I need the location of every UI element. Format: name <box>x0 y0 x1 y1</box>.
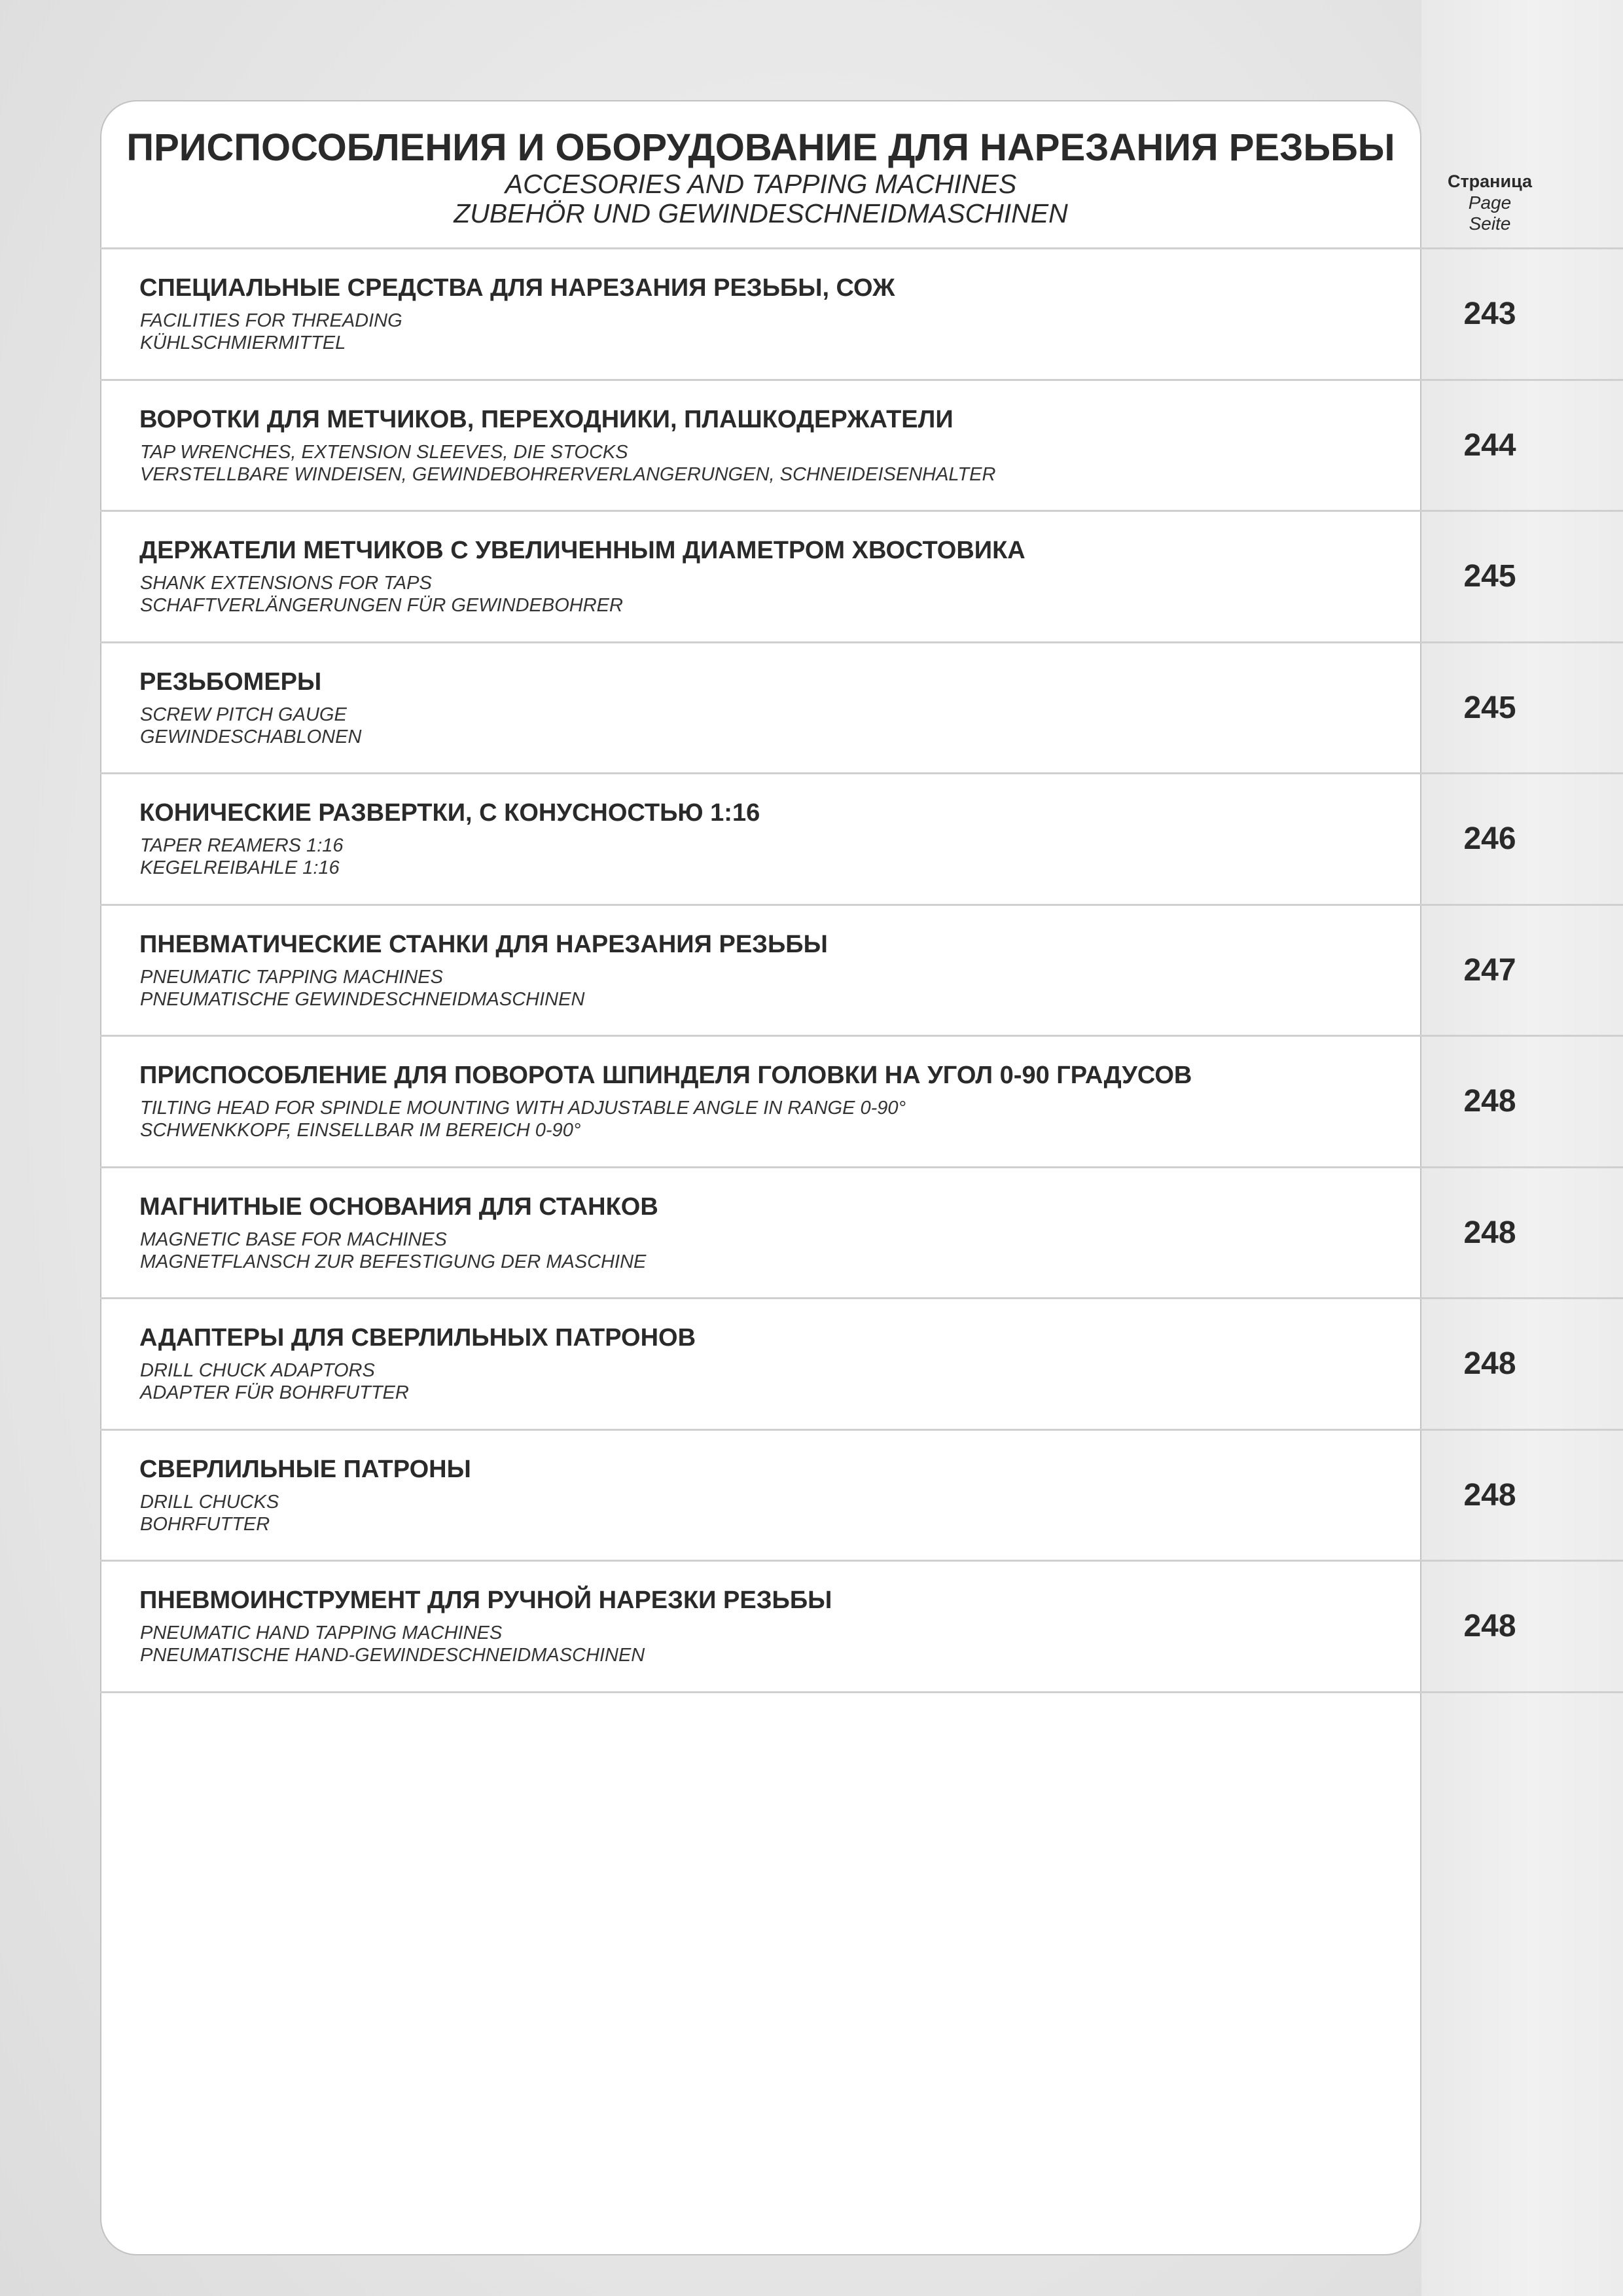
entry-subtitle-english: DRILL CHUCK ADAPTORS <box>140 1360 375 1381</box>
page-column-header <box>1421 170 1558 234</box>
entry-title-russian: ДЕРЖАТЕЛИ МЕТЧИКОВ С УВЕЛИЧЕННЫМ ДИАМЕТРОМ ХВОСТОВИКА <box>139 537 1026 564</box>
entry-subtitle-german: PNEUMATISCHE HAND-GEWINDESCHNEIDMASCHINEN <box>140 1645 645 1666</box>
entry-title-russian: РЕЗЬБОМЕРЫ <box>139 668 322 696</box>
contents-entry[interactable] <box>100 510 1623 641</box>
entry-title-russian: СВЕРЛИЛЬНЫЕ ПАТРОНЫ <box>139 1455 471 1483</box>
entry-page-number[interactable]: 248 <box>1463 1215 1516 1250</box>
entry-subtitle-german: SCHAFTVERLÄNGERUNGEN FÜR GEWINDEBOHRER <box>140 595 623 616</box>
contents-entry[interactable] <box>100 641 1623 773</box>
entry-subtitle-german: VERSTELLBARE WINDEISEN, GEWINDEBOHRERVERLANGERUNGEN, SCHNEIDEISENHALTER <box>140 463 996 485</box>
entry-subtitle-german: SCHWENKKOPF, EINSELLBAR IM BEREICH 0-90° <box>140 1120 581 1141</box>
entry-page-number[interactable]: 247 <box>1463 952 1516 988</box>
entry-subtitle-german: KEGELREIBAHLE 1:16 <box>140 857 340 878</box>
entry-page-number[interactable]: 248 <box>1463 1084 1516 1119</box>
entry-subtitle-english: TILTING HEAD FOR SPINDLE MOUNTING WITH ADJUSTABLE ANGLE IN RANGE 0-90° <box>140 1098 906 1119</box>
entry-subtitle-german: KÜHLSCHMIERMITTEL <box>140 332 346 353</box>
entry-subtitle-english: TAPER REAMERS 1:16 <box>140 835 344 856</box>
entry-page-number[interactable]: 245 <box>1463 690 1516 725</box>
page-label-english: Page <box>1468 192 1512 213</box>
contents-entry[interactable] <box>100 904 1623 1035</box>
title-russian: ПРИСПОСОБЛЕНИЯ И ОБОРУДОВАНИЕ ДЛЯ НАРЕЗАНИЯ РЕЗЬБЫ <box>126 126 1395 169</box>
document-header <box>100 100 1421 249</box>
contents-entry[interactable] <box>100 1560 1623 1693</box>
page-label-german: Seite <box>1469 213 1511 234</box>
entry-subtitle-english: PNEUMATIC HAND TAPPING MACHINES <box>140 1623 503 1643</box>
entry-subtitle-english: DRILL CHUCKS <box>140 1491 279 1513</box>
entry-page-number[interactable]: 245 <box>1463 559 1516 594</box>
entry-subtitle-german: MAGNETFLANSCH ZUR BEFESTIGUNG DER MASCHINE <box>140 1251 647 1272</box>
contents-entry[interactable] <box>100 1297 1623 1429</box>
title-english: ACCESORIES AND TAPPING MACHINES <box>505 169 1017 199</box>
entry-page-number[interactable]: 243 <box>1463 296 1516 332</box>
contents-entry[interactable] <box>100 379 1623 511</box>
entry-page-number[interactable]: 248 <box>1463 1346 1516 1382</box>
entry-subtitle-english: MAGNETIC BASE FOR MACHINES <box>140 1229 447 1250</box>
entry-subtitle-english: FACILITIES FOR THREADING <box>140 310 402 331</box>
entry-subtitle-english: SCREW PITCH GAUGE <box>140 704 347 725</box>
entry-subtitle-german: GEWINDESCHABLONEN <box>140 726 362 747</box>
contents-entry[interactable] <box>100 772 1623 904</box>
contents-entry[interactable] <box>100 1166 1623 1298</box>
entry-page-number[interactable]: 244 <box>1463 427 1516 463</box>
entry-title-russian: ПНЕВМАТИЧЕСКИЕ СТАНКИ ДЛЯ НАРЕЗАНИЯ РЕЗЬБЫ <box>139 930 828 958</box>
entry-subtitle-english: SHANK EXTENSIONS FOR TAPS <box>140 573 432 594</box>
entry-page-number[interactable]: 246 <box>1463 821 1516 857</box>
entry-subtitle-german: BOHRFUTTER <box>140 1513 270 1535</box>
entry-title-russian: ВОРОТКИ ДЛЯ МЕТЧИКОВ, ПЕРЕХОДНИКИ, ПЛАШКОДЕРЖАТЕЛИ <box>139 405 954 433</box>
entry-title-russian: ПНЕВМОИНСТРУМЕНТ ДЛЯ РУЧНОЙ НАРЕЗКИ РЕЗЬБЫ <box>139 1587 832 1614</box>
entry-page-number[interactable]: 248 <box>1463 1609 1516 1644</box>
contents-list <box>100 247 1623 1693</box>
contents-entry[interactable] <box>100 247 1623 379</box>
entry-subtitle-german: PNEUMATISCHE GEWINDESCHNEIDMASCHINEN <box>140 988 585 1010</box>
entry-title-russian: СПЕЦИАЛЬНЫЕ СРЕДСТВА ДЛЯ НАРЕЗАНИЯ РЕЗЬБЫ, СОЖ <box>139 274 895 302</box>
entry-title-russian: ПРИСПОСОБЛЕНИЕ ДЛЯ ПОВОРОТА ШПИНДЕЛЯ ГОЛОВКИ НА УГОЛ 0-90 ГРАДУСОВ <box>139 1062 1192 1089</box>
entry-subtitle-german: ADAPTER FÜR BOHRFUTTER <box>140 1382 409 1403</box>
entry-subtitle-english: PNEUMATIC TAPPING MACHINES <box>140 966 443 988</box>
contents-entry[interactable] <box>100 1035 1623 1166</box>
contents-entry[interactable] <box>100 1429 1623 1560</box>
title-german: ZUBEHÖR UND GEWINDESCHNEIDMASCHINEN <box>454 198 1068 228</box>
entry-page-number[interactable]: 248 <box>1463 1477 1516 1513</box>
entry-title-russian: КОНИЧЕСКИЕ РАЗВЕРТКИ, С КОНУСНОСТЬЮ 1:16 <box>139 799 760 827</box>
page-label-russian: Страница <box>1447 171 1533 191</box>
entry-subtitle-english: TAP WRENCHES, EXTENSION SLEEVES, DIE STOCKS <box>140 441 628 463</box>
entry-title-russian: АДАПТЕРЫ ДЛЯ СВЕРЛИЛЬНЫХ ПАТРОНОВ <box>139 1324 696 1352</box>
entry-title-russian: МАГНИТНЫЕ ОСНОВАНИЯ ДЛЯ СТАНКОВ <box>139 1193 658 1221</box>
